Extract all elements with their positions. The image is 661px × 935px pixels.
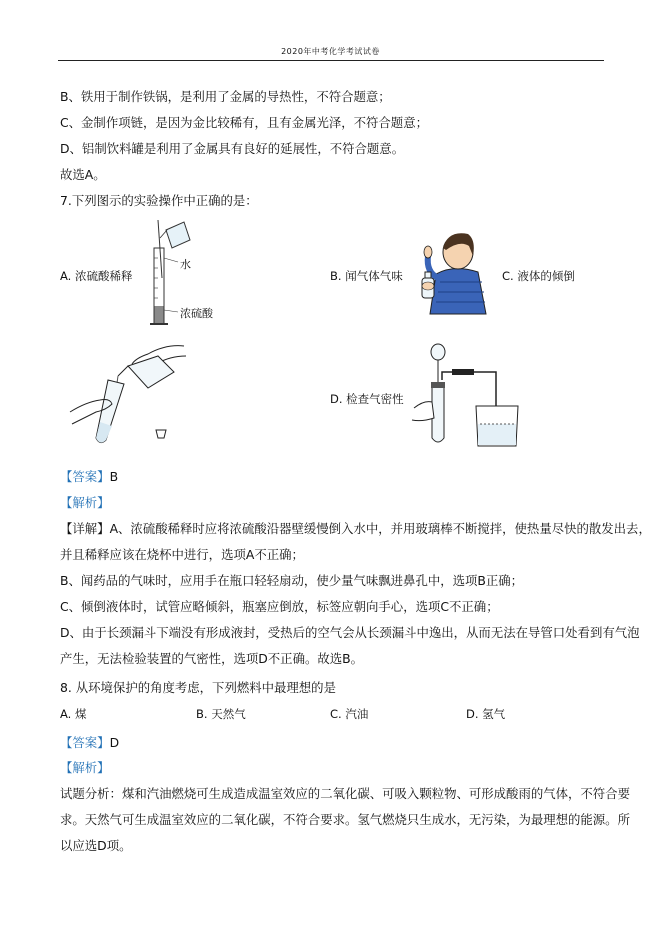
q8-option-d: D. 氢气 <box>466 707 506 721</box>
q8-stem: 8. 从环境保护的角度考虑，下列燃料中最理想的是 <box>60 680 336 695</box>
page-header: 2020年中考化学考试试卷 <box>281 47 380 56</box>
q7-analysis-tag: 【解析】 <box>60 495 110 510</box>
figure-c-pouring <box>66 338 196 448</box>
q7-detail-line6: 产生，无法检验装置的气密性，选项D不正确。故选B。 <box>60 651 364 666</box>
figure-a-label-acid: 浓硫酸 <box>180 307 213 320</box>
q7-detail-text1: A、浓硫酸稀释时应将浓硫酸沿器壁缓慢倒入水中，并用玻璃棒不断搅拌，使热量尽快的散发出去， <box>109 521 651 536</box>
q7-detail-line4: C、倾倒液体时，试管应略倾斜，瓶塞应倒放，标签应朝向手心，选项C不正确； <box>60 599 499 614</box>
q7-detail-line2: 并且稀释应该在烧杯中进行，选项A不正确； <box>60 547 304 562</box>
q7-answer-tag: 【答案】 <box>60 469 110 484</box>
figure-d-airtightness <box>410 342 525 450</box>
q7-answer <box>60 467 118 485</box>
q7-option-a: A. 浓硫酸稀释 <box>60 269 133 283</box>
q7-option-d: D. 检查气密性 <box>330 392 404 406</box>
q6-conclusion: 故选A。 <box>60 167 106 182</box>
q7-detail-line1 <box>60 519 651 537</box>
figure-b-smelling <box>416 226 492 316</box>
q8-analysis-line2: 求。天然气可生成温室效应的二氧化碳，不符合要求。氢气燃烧只生成水，无污染，为最理想的能源。所 <box>60 812 630 827</box>
q8-analysis-tag: 【解析】 <box>60 760 110 775</box>
q8-answer-value: D <box>109 735 120 750</box>
q7-detail-tag: 【详解】 <box>60 521 110 536</box>
q7-option-b: B. 闻气体气味 <box>330 269 403 283</box>
q7-option-c: C. 液体的倾倒 <box>502 269 575 283</box>
q7-detail-line3: B、闻药品的气味时，应用手在瓶口轻轻扇动，使少量气味飘进鼻孔中，选项B正确； <box>60 573 524 588</box>
q8-option-b: B. 天然气 <box>196 707 246 721</box>
q8-analysis-line1: 试题分析：煤和汽油燃烧可生成造成温室效应的二氧化碳、可吸入颗粒物、可形成酸雨的气体，不符合要 <box>60 786 630 801</box>
figure-a-label-water: 水 <box>180 258 191 271</box>
q8-answer <box>60 733 119 751</box>
q8-option-a: A. 煤 <box>60 707 87 721</box>
q7-answer-value: B <box>109 469 119 484</box>
q8-option-c: C. 汽油 <box>330 707 369 721</box>
q6-line-b: B、铁用于制作铁锅，是利用了金属的导热性，不符合题意； <box>60 89 391 104</box>
q6-line-d: D、铝制饮料罐是利用了金属具有良好的延展性，不符合题意。 <box>60 141 405 156</box>
header-rule <box>58 60 604 61</box>
q8-analysis-line3: 以应选D项。 <box>60 838 132 853</box>
q7-detail-line5: D、由于长颈漏斗下端没有形成液封，受热后的空气会从长颈漏斗中逸出，从而无法在导管口处看到有气泡 <box>60 625 640 640</box>
q7-stem: 7.下列图示的实验操作中正确的是： <box>60 193 258 208</box>
q8-answer-tag: 【答案】 <box>60 735 110 750</box>
q6-line-c: C、金制作项链，是因为金比较稀有，且有金属光泽，不符合题意； <box>60 115 428 130</box>
